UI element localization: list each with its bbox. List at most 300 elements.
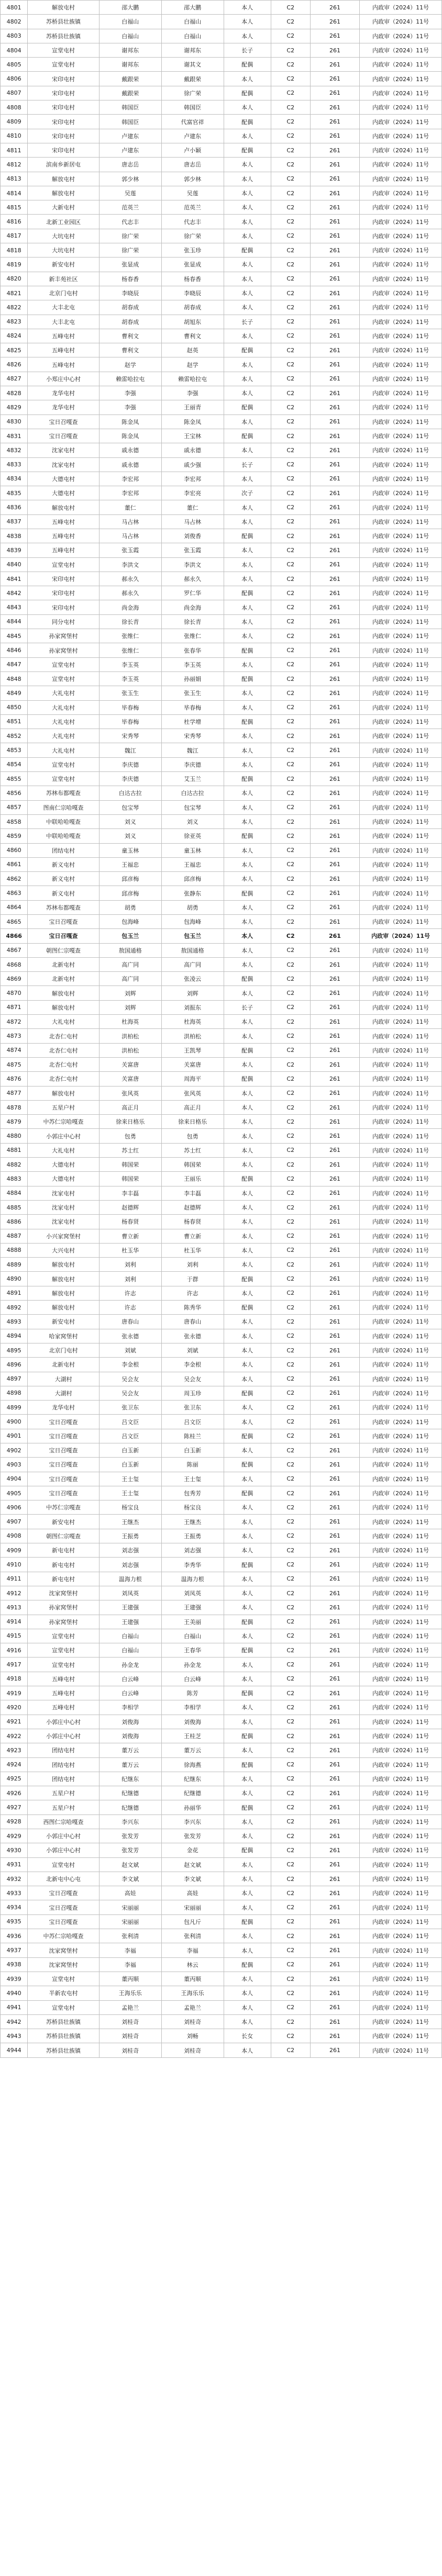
table-row [1, 700, 442, 714]
row-number: 4929 [1, 1829, 28, 1843]
license-class-cell: C2 [271, 1515, 310, 1529]
code-cell: 261 [310, 1401, 359, 1415]
table-row [1, 1615, 442, 1629]
applicant-cell: 杨春香 [99, 272, 161, 286]
applicant-cell: 李强 [99, 400, 161, 415]
document-number-cell: 内政审（2024）11号 [360, 1386, 442, 1400]
license-class-cell: C2 [271, 386, 310, 400]
village-cell: 宝日召嘎查 [28, 915, 100, 929]
relation-cell: 本人 [224, 386, 271, 400]
code-cell: 261 [310, 1329, 359, 1343]
relation-cell: 配偶 [224, 1486, 271, 1500]
member-cell: 林云 [161, 1957, 224, 1972]
applicant-cell: 纪继东 [99, 1772, 161, 1786]
license-class-cell: C2 [271, 215, 310, 229]
member-cell: 陈芳 [161, 1686, 224, 1700]
code-cell: 261 [310, 129, 359, 143]
applicant-cell: 赵文斌 [99, 1857, 161, 1872]
applicant-cell: 刘俊海 [99, 1715, 161, 1729]
document-number-cell: 内政审（2024）11号 [360, 1429, 442, 1443]
member-cell: 纪继德 [161, 1786, 224, 1800]
applicant-cell: 白福山 [99, 1643, 161, 1657]
table-body [1, 1, 442, 2058]
license-class-cell: C2 [271, 2029, 310, 2043]
row-number: 4910 [1, 1558, 28, 1572]
village-cell: 大礼屯村 [28, 1143, 100, 1157]
code-cell: 261 [310, 757, 359, 771]
document-number-cell: 内政审（2024）11号 [360, 1472, 442, 1486]
license-class-cell: C2 [271, 529, 310, 543]
document-number-cell: 内政审（2024）11号 [360, 1786, 442, 1800]
document-number-cell: 内政审（2024）11号 [360, 215, 442, 229]
relation-cell: 本人 [224, 1872, 271, 1886]
member-cell: 杜海英 [161, 1015, 224, 1029]
village-cell: 北新屯中心屯 [28, 1872, 100, 1886]
code-cell: 261 [310, 1872, 359, 1886]
applicant-cell: 王振勇 [99, 1529, 161, 1543]
row-number: 4891 [1, 1286, 28, 1300]
license-class-cell: C2 [271, 86, 310, 100]
applicant-cell: 赵德辉 [99, 1200, 161, 1214]
table-row [1, 329, 442, 343]
table-row [1, 943, 442, 957]
document-number-cell: 内政审（2024）11号 [360, 415, 442, 429]
row-number: 4825 [1, 343, 28, 357]
license-class-cell: C2 [271, 43, 310, 57]
document-number-cell: 内政审（2024）11号 [360, 1886, 442, 1900]
table-row [1, 1829, 442, 1843]
code-cell: 261 [310, 1786, 359, 1800]
table-row [1, 415, 442, 429]
document-number-cell: 内政审（2024）11号 [360, 300, 442, 315]
table-row [1, 1529, 442, 1543]
document-number-cell: 内政审（2024）11号 [360, 172, 442, 186]
relation-cell: 本人 [224, 1943, 271, 1957]
relation-cell: 本人 [224, 1200, 271, 1214]
row-number: 4856 [1, 786, 28, 800]
applicant-cell: 白达古拉 [99, 786, 161, 800]
table-row [1, 1586, 442, 1600]
code-cell: 261 [310, 671, 359, 686]
member-cell: 卢建东 [161, 129, 224, 143]
relation-cell: 本人 [224, 1786, 271, 1800]
relation-cell: 本人 [224, 557, 271, 572]
member-cell: 陈丽 [161, 1458, 224, 1472]
code-cell: 261 [310, 329, 359, 343]
member-cell: 包宝琴 [161, 800, 224, 814]
code-cell: 261 [310, 1415, 359, 1429]
code-cell: 261 [310, 600, 359, 614]
table-row [1, 1800, 442, 1815]
row-number: 4885 [1, 1200, 28, 1214]
row-number: 4926 [1, 1786, 28, 1800]
member-cell: 张玉生 [161, 686, 224, 700]
document-number-cell: 内政审（2024）11号 [360, 2014, 442, 2029]
row-number: 4930 [1, 1843, 28, 1857]
code-cell: 261 [310, 1243, 359, 1257]
relation-cell: 本人 [224, 15, 271, 29]
member-cell: 李金根 [161, 1358, 224, 1372]
code-cell: 261 [310, 1472, 359, 1486]
table-row [1, 557, 442, 572]
license-class-cell: C2 [271, 686, 310, 700]
document-number-cell: 内政审（2024）11号 [360, 1943, 442, 1957]
license-class-cell: C2 [271, 1586, 310, 1600]
table-row [1, 729, 442, 743]
applicant-cell: 吴会友 [99, 1386, 161, 1400]
applicant-cell: 刘凤英 [99, 1586, 161, 1600]
member-cell: 纪继东 [161, 1772, 224, 1786]
applicant-cell: 胡春成 [99, 300, 161, 315]
document-number-cell: 内政审（2024）11号 [360, 1243, 442, 1257]
license-class-cell: C2 [271, 629, 310, 643]
table-row [1, 1372, 442, 1386]
applicant-cell: 刘义 [99, 829, 161, 843]
document-number-cell: 内政审（2024）11号 [360, 1401, 442, 1415]
license-class-cell: C2 [271, 1200, 310, 1214]
applicant-cell: 郝永久 [99, 586, 161, 600]
relation-cell: 本人 [224, 1229, 271, 1243]
applicant-cell: 童玉林 [99, 843, 161, 857]
applicant-cell: 魏江 [99, 743, 161, 757]
license-class-cell: C2 [271, 15, 310, 29]
relation-cell: 本人 [224, 2000, 271, 2014]
code-cell: 261 [310, 514, 359, 529]
applicant-cell: 张卫东 [99, 1401, 161, 1415]
relation-cell: 本人 [224, 929, 271, 943]
table-row [1, 514, 442, 529]
relation-cell: 本人 [224, 1329, 271, 1343]
table-row [1, 486, 442, 500]
member-cell: 马占林 [161, 514, 224, 529]
license-class-cell: C2 [271, 329, 310, 343]
member-cell: 毕春梅 [161, 700, 224, 714]
table-row [1, 800, 442, 814]
village-cell: 宋印屯村 [28, 100, 100, 115]
village-cell: 五峰屯村 [28, 1672, 100, 1686]
member-cell: 李丰磊 [161, 1186, 224, 1200]
relation-cell: 本人 [224, 1829, 271, 1843]
row-number: 4811 [1, 143, 28, 157]
code-cell: 261 [310, 1186, 359, 1200]
applicant-cell: 李相学 [99, 1700, 161, 1715]
village-cell: 宝日召嘎查 [28, 1472, 100, 1486]
village-cell: 龙华屯村 [28, 1401, 100, 1415]
table-row [1, 1515, 442, 1529]
license-class-cell: C2 [271, 543, 310, 557]
code-cell: 261 [310, 900, 359, 914]
code-cell: 261 [310, 943, 359, 957]
applicant-cell: 包玉兰 [99, 929, 161, 943]
member-cell: 王春华 [161, 1643, 224, 1657]
license-class-cell: C2 [271, 572, 310, 586]
village-cell: 新安屯村 [28, 1515, 100, 1529]
document-number-cell: 内政审（2024）11号 [360, 2029, 442, 2043]
relation-cell: 本人 [224, 1629, 271, 1643]
document-number-cell: 内政审（2024）11号 [360, 857, 442, 871]
relation-cell: 配偶 [224, 1558, 271, 1572]
relation-cell: 本人 [224, 1100, 271, 1114]
code-cell: 261 [310, 986, 359, 1000]
member-cell: 刘凤英 [161, 1586, 224, 1600]
relation-cell: 长子 [224, 457, 271, 472]
document-number-cell: 内政审（2024）11号 [360, 1914, 442, 1929]
applicant-cell: 胡春成 [99, 315, 161, 329]
table-row [1, 1143, 442, 1157]
row-number: 4892 [1, 1301, 28, 1315]
table-row [1, 643, 442, 657]
document-number-cell: 内政审（2024）11号 [360, 1015, 442, 1029]
relation-cell: 本人 [224, 1515, 271, 1529]
applicant-cell: 范英兰 [99, 200, 161, 215]
license-class-cell: C2 [271, 472, 310, 486]
license-class-cell: C2 [271, 1800, 310, 1815]
member-cell: 李晓辰 [161, 286, 224, 300]
relation-cell: 本人 [224, 1772, 271, 1786]
relation-cell: 配偶 [224, 772, 271, 786]
license-class-cell: C2 [271, 872, 310, 886]
document-number-cell: 内政审（2024）11号 [360, 1600, 442, 1615]
relation-cell: 本人 [224, 814, 271, 828]
relation-cell: 本人 [224, 1700, 271, 1715]
license-class-cell: C2 [271, 1672, 310, 1686]
row-number: 4847 [1, 657, 28, 671]
applicant-cell: 王继杰 [99, 1515, 161, 1529]
relation-cell: 配偶 [224, 1800, 271, 1815]
license-class-cell: C2 [271, 829, 310, 843]
row-number: 4837 [1, 514, 28, 529]
code-cell: 261 [310, 1929, 359, 1943]
table-row [1, 1429, 442, 1443]
village-cell: 大礼屯村 [28, 700, 100, 714]
village-cell: 宣堂屯村 [28, 1643, 100, 1657]
table-row [1, 1600, 442, 1615]
table-row [1, 372, 442, 386]
document-number-cell: 内政审（2024）11号 [360, 500, 442, 514]
table-row [1, 1343, 442, 1357]
village-cell: 新屯屯村 [28, 1572, 100, 1586]
village-cell: 宣堂屯村 [28, 557, 100, 572]
code-cell: 261 [310, 1843, 359, 1857]
relation-cell: 本人 [224, 543, 271, 557]
code-cell: 261 [310, 472, 359, 486]
member-cell: 赵学 [161, 357, 224, 372]
table-row [1, 1029, 442, 1043]
applicant-cell: 王海乐乐 [99, 1986, 161, 2000]
relation-cell: 本人 [224, 743, 271, 757]
document-number-cell: 内政审（2024）11号 [360, 872, 442, 886]
table-row [1, 1258, 442, 1272]
village-cell: 小兴家窝堡村 [28, 1229, 100, 1243]
village-cell: 沈家屯村 [28, 1215, 100, 1229]
applicant-cell: 戚永德 [99, 443, 161, 457]
applicant-cell: 李宏邦 [99, 472, 161, 486]
row-number: 4829 [1, 400, 28, 415]
table-row [1, 1900, 442, 1914]
village-cell: 五峰屯村 [28, 1700, 100, 1715]
license-class-cell: C2 [271, 743, 310, 757]
code-cell: 261 [310, 1172, 359, 1186]
village-cell: 团结屯村 [28, 1772, 100, 1786]
member-cell: 刘志强 [161, 1543, 224, 1558]
document-number-cell: 内政审（2024）11号 [360, 1443, 442, 1457]
relation-cell: 本人 [224, 900, 271, 914]
member-cell: 徐广荣 [161, 229, 224, 243]
license-class-cell: C2 [271, 614, 310, 629]
code-cell: 261 [310, 486, 359, 500]
applicant-cell: 张玉霞 [99, 543, 161, 557]
license-class-cell: C2 [271, 143, 310, 157]
license-class-cell: C2 [271, 315, 310, 329]
code-cell: 261 [310, 1900, 359, 1914]
row-number: 4897 [1, 1372, 28, 1386]
relation-cell: 本人 [224, 1243, 271, 1257]
relation-cell: 本人 [224, 1286, 271, 1300]
member-cell: 陈秀华 [161, 1301, 224, 1315]
document-number-cell: 内政审（2024）11号 [360, 1986, 442, 2000]
document-number-cell: 内政审（2024）11号 [360, 243, 442, 257]
license-class-cell: C2 [271, 929, 310, 943]
applicant-cell: 高娃 [99, 1886, 161, 1900]
row-number: 4805 [1, 58, 28, 72]
document-number-cell: 内政审（2024）11号 [360, 1072, 442, 1086]
document-number-cell: 内政审（2024）11号 [360, 1086, 442, 1100]
document-number-cell: 内政审（2024）11号 [360, 614, 442, 629]
member-cell: 周玉珍 [161, 1386, 224, 1400]
village-cell: 新安屯村 [28, 1315, 100, 1329]
member-cell: 韩国荣 [161, 1158, 224, 1172]
table-row [1, 614, 442, 629]
license-class-cell: C2 [271, 1914, 310, 1929]
table-row [1, 300, 442, 315]
member-cell: 胡旭东 [161, 315, 224, 329]
village-cell: 解放屯村 [28, 1086, 100, 1100]
member-cell: 张静东 [161, 886, 224, 900]
village-cell: 小郭庄中心村 [28, 1729, 100, 1743]
table-row [1, 400, 442, 415]
code-cell: 261 [310, 1115, 359, 1129]
table-row [1, 915, 442, 929]
village-cell: 宣堂屯村 [28, 671, 100, 686]
code-cell: 261 [310, 186, 359, 200]
relation-cell: 配偶 [224, 115, 271, 129]
code-cell: 261 [310, 1015, 359, 1029]
code-cell: 261 [310, 300, 359, 315]
relation-cell: 本人 [224, 443, 271, 457]
village-cell: 大坑屯村 [28, 229, 100, 243]
row-number: 4860 [1, 843, 28, 857]
document-number-cell: 内政审（2024）11号 [360, 743, 442, 757]
village-cell: 大兴屯村 [28, 1243, 100, 1257]
relation-cell: 本人 [224, 1143, 271, 1157]
license-class-cell: C2 [271, 457, 310, 472]
village-cell: 北新工业园区 [28, 215, 100, 229]
document-number-cell: 内政审（2024）11号 [360, 1372, 442, 1386]
row-number: 4812 [1, 158, 28, 172]
village-cell: 解放屯村 [28, 1272, 100, 1286]
row-number: 4883 [1, 1172, 28, 1186]
license-class-cell: C2 [271, 1486, 310, 1500]
license-class-cell: C2 [271, 1258, 310, 1272]
row-number: 4859 [1, 829, 28, 843]
applicant-cell: 韩国臣 [99, 115, 161, 129]
document-number-cell: 内政审（2024）11号 [360, 1415, 442, 1429]
applicant-cell: 孟艳兰 [99, 2000, 161, 2014]
document-number-cell: 内政审（2024）11号 [360, 2000, 442, 2014]
relation-cell: 本人 [224, 1315, 271, 1329]
row-number: 4868 [1, 957, 28, 971]
village-cell: 朝图仁宗嘎查 [28, 943, 100, 957]
row-number: 4875 [1, 1057, 28, 1071]
applicant-cell: 高广同 [99, 957, 161, 971]
applicant-cell: 关富唐 [99, 1072, 161, 1086]
village-cell: 中联哈哈嘎查 [28, 829, 100, 843]
member-cell: 吴莲 [161, 186, 224, 200]
table-row [1, 671, 442, 686]
code-cell: 261 [310, 29, 359, 43]
village-cell: 宣堂屯村 [28, 2000, 100, 2014]
code-cell: 261 [310, 400, 359, 415]
village-cell: 龙华屯村 [28, 400, 100, 415]
village-cell: 孙家窝堡村 [28, 629, 100, 643]
license-class-cell: C2 [271, 714, 310, 729]
row-number: 4822 [1, 300, 28, 315]
code-cell: 261 [310, 1086, 359, 1100]
table-row [1, 1443, 442, 1457]
row-number: 4853 [1, 743, 28, 757]
table-row [1, 58, 442, 72]
license-class-cell: C2 [271, 500, 310, 514]
row-number: 4803 [1, 29, 28, 43]
document-number-cell: 内政审（2024）11号 [360, 129, 442, 143]
license-class-cell: C2 [271, 1972, 310, 1986]
code-cell: 261 [310, 786, 359, 800]
code-cell: 261 [310, 1129, 359, 1143]
applicant-cell: 张维仁 [99, 629, 161, 643]
relation-cell: 配偶 [224, 243, 271, 257]
document-number-cell: 内政审（2024）11号 [360, 1143, 442, 1157]
table-row [1, 2000, 442, 2014]
document-number-cell: 内政审（2024）11号 [360, 58, 442, 72]
village-cell: 沈家屯村 [28, 443, 100, 457]
license-class-cell: C2 [271, 1458, 310, 1472]
village-cell: 宋印屯村 [28, 572, 100, 586]
code-cell: 261 [310, 1, 359, 15]
row-number: 4838 [1, 529, 28, 543]
member-cell: 刘振东 [161, 1000, 224, 1014]
member-cell: 包凡斤 [161, 1914, 224, 1929]
member-cell: 李洪文 [161, 557, 224, 572]
relation-cell: 本人 [224, 1600, 271, 1615]
code-cell: 261 [310, 572, 359, 586]
document-number-cell: 内政审（2024）11号 [360, 900, 442, 914]
member-cell: 赵英 [161, 343, 224, 357]
row-number: 4881 [1, 1143, 28, 1157]
row-number: 4876 [1, 1072, 28, 1086]
member-cell: 张显成 [161, 257, 224, 272]
applicant-cell: 卢建东 [99, 129, 161, 143]
row-number: 4857 [1, 800, 28, 814]
document-number-cell: 内政审（2024）11号 [360, 957, 442, 971]
table-row [1, 115, 442, 129]
table-row [1, 1043, 442, 1057]
table-row [1, 357, 442, 372]
row-number: 4896 [1, 1358, 28, 1372]
row-number: 4936 [1, 1929, 28, 1943]
row-number: 4898 [1, 1386, 28, 1400]
member-cell: 白福山 [161, 29, 224, 43]
member-cell: 张发芳 [161, 1829, 224, 1843]
